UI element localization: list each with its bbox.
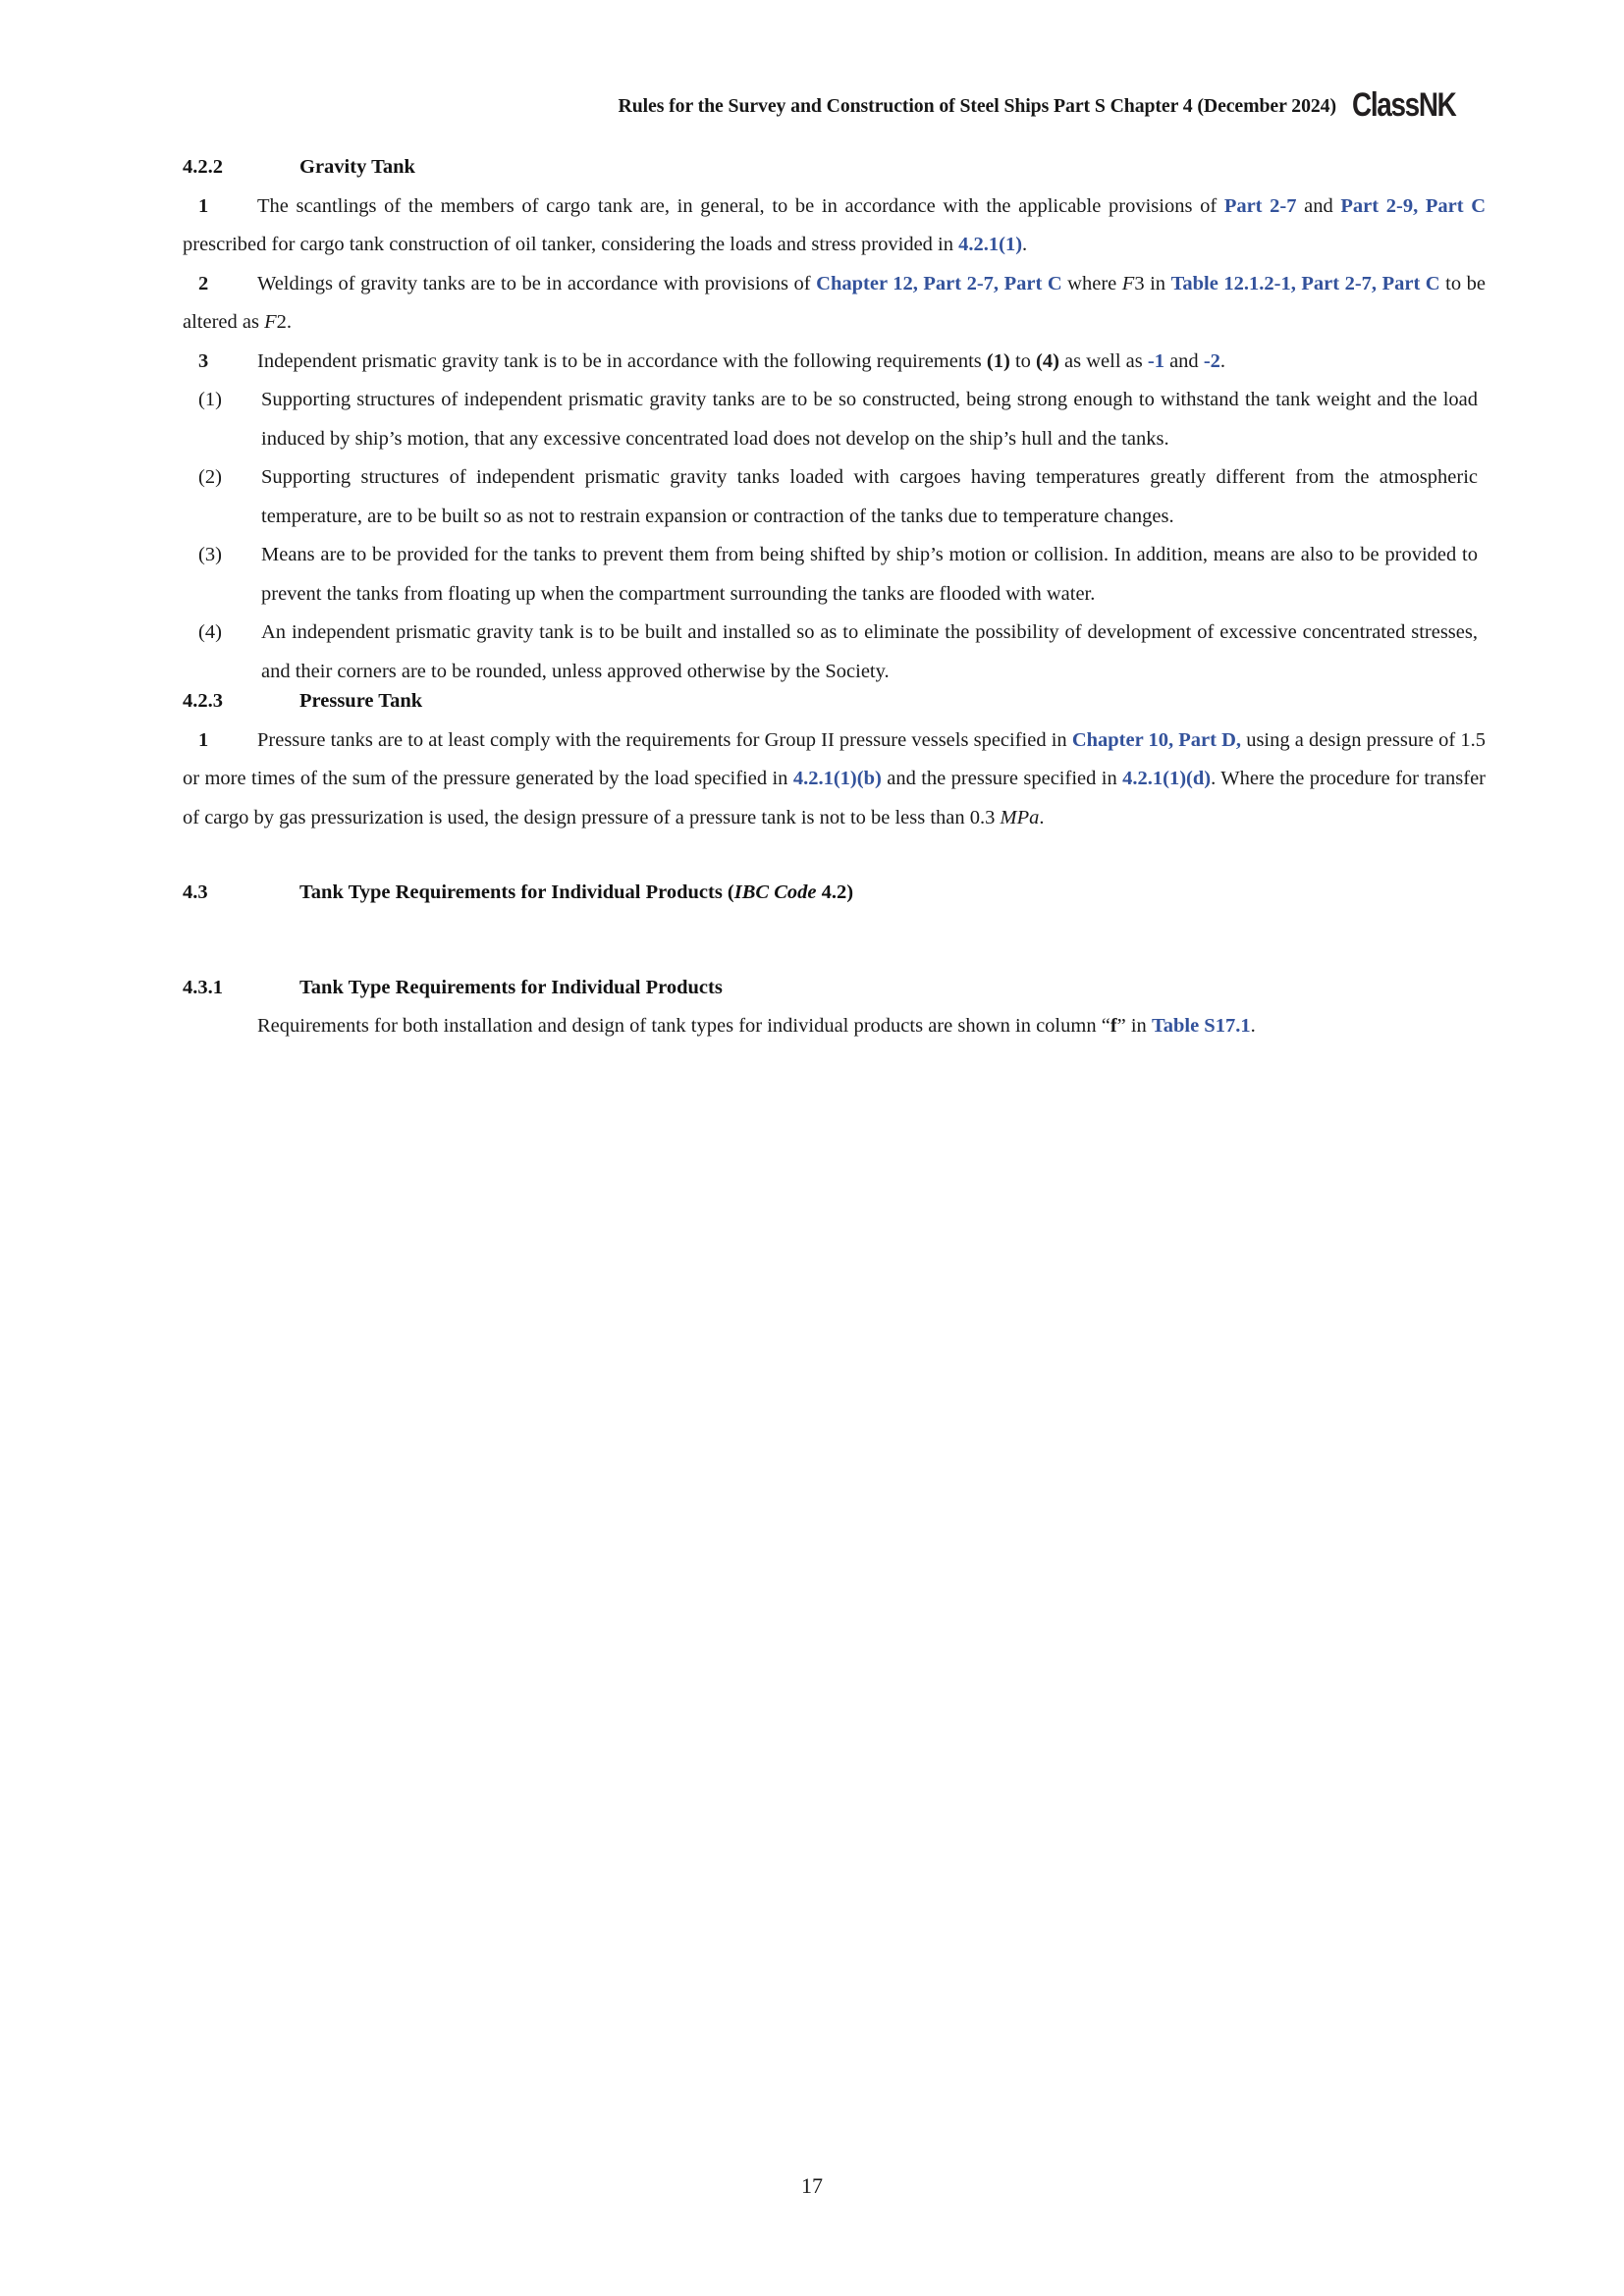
spacer	[183, 903, 1486, 948]
text-run: .	[1039, 806, 1045, 828]
list-item-text: Means are to be provided for the tanks to prevent them from being shifted by ship’s motion or collision. In addition, means are also to be provided to prevent the tanks from floating up when the compartment surrounding the tanks are flooded with water.	[261, 544, 1478, 605]
text-run: . Where the procedure for transfer of cargo by gas pressurization is used, the design pressure of a pressure tank is not to be less than 0.3	[183, 768, 1486, 828]
text-run: ” in	[1116, 1015, 1152, 1037]
item-ref-1: (1)	[986, 349, 1010, 372]
list-item-marker: (1)	[198, 389, 222, 410]
spacer	[183, 712, 1486, 721]
heading-4-3-title-part-b: 4.2)	[816, 881, 854, 903]
symbol-f: F	[1121, 272, 1135, 294]
paragraph-4-2-3-1	[183, 721, 1486, 838]
text-run: Pressure tanks are to at least comply with the requirements for Group II pressure vessels specified in	[257, 728, 1072, 751]
text-run: Requirements for both installation and design of tank types for individual products are shown in column “	[257, 1015, 1110, 1037]
text-run: .	[1250, 1015, 1256, 1037]
classnk-logo: ClassNK	[1352, 85, 1456, 125]
text-run: to be altered as	[183, 272, 1486, 333]
heading-4-2-3-title: Pressure Tank	[299, 690, 423, 712]
list-item-text: Supporting structures of independent prismatic gravity tanks loaded with cargoes having temperatures greatly different from the atmospheric temperature, are to be built so as not to restrain expansion or contraction of the tanks due to temperature changes.	[261, 466, 1478, 527]
paragraph-4-2-2-2	[183, 265, 1486, 343]
text-run: as well as	[1058, 349, 1148, 372]
heading-4-2-2-title: Gravity Tank	[299, 156, 415, 178]
heading-4-2-2-number: 4.2.2	[183, 156, 223, 178]
unit-mpa: MPa	[1000, 806, 1040, 828]
link-minus-1[interactable]: -1	[1147, 349, 1164, 372]
list-item	[183, 614, 1478, 691]
text-run: where	[1061, 272, 1122, 294]
text-run: and	[1296, 194, 1341, 217]
page-number: 17	[801, 2173, 823, 2198]
item-ref-4: (4)	[1036, 349, 1059, 372]
text-run: to	[1009, 349, 1037, 372]
paragraph-number: 1	[198, 194, 209, 217]
heading-4-2-2	[183, 157, 1486, 178]
paragraph-number: 1	[198, 728, 209, 751]
page-header	[0, 84, 1624, 124]
link-4-2-1-1[interactable]: 4.2.1(1)	[958, 234, 1023, 255]
link-minus-2[interactable]: -2	[1203, 349, 1220, 372]
link-chapter-10-part-d[interactable]: Chapter 10, Part D,	[1071, 728, 1242, 751]
heading-4-3-1-number: 4.3.1	[183, 976, 223, 998]
paragraph-4-3-1	[183, 1007, 1486, 1046]
link-chapter-12-part-2-7-part-c[interactable]: Chapter 12, Part 2-7, Part C	[816, 272, 1062, 294]
header-title: Rules for the Survey and Construction of Steel Ships Part S Chapter 4 (December 2024)	[618, 95, 1337, 117]
heading-4-2-3	[183, 691, 1486, 712]
heading-4-3-1	[183, 978, 1486, 998]
column-label-f: f	[1110, 1015, 1117, 1037]
list-item	[183, 458, 1478, 536]
link-table-12-1-2-1-part-2-7-part-c[interactable]: Table 12.1.2-1, Part 2-7, Part C	[1170, 272, 1440, 294]
link-part-2-9-part-c[interactable]: Part 2-9, Part C	[1340, 194, 1487, 217]
text-run: and the pressure specified in	[881, 768, 1123, 789]
list-item-marker: (4)	[198, 621, 222, 643]
heading-4-2-3-number: 4.2.3	[183, 690, 223, 712]
spacer	[183, 178, 1486, 187]
list-item	[183, 381, 1478, 458]
link-4-2-1-1-d[interactable]: 4.2.1(1)(d)	[1122, 768, 1212, 789]
text-run: .	[1022, 234, 1028, 255]
list-item-marker: (3)	[198, 544, 222, 565]
paragraph-4-2-2-1	[183, 187, 1486, 265]
heading-4-3-ibc-code: IBC Code	[733, 881, 817, 903]
text-run: Independent prismatic gravity tank is to be in accordance with the following requirements	[257, 349, 987, 372]
text-run: using a design pressure of 1.5 or more times of the sum of the pressure generated by the load specified in	[183, 728, 1486, 789]
symbol-f: F	[264, 311, 277, 333]
link-table-s17-1[interactable]: Table S17.1	[1151, 1015, 1251, 1037]
paragraph-4-2-2-3	[183, 343, 1486, 382]
heading-4-3-1-title: Tank Type Requirements for Individual Products	[299, 976, 723, 998]
text-run: 3 in	[1134, 272, 1171, 294]
text-run: Weldings of gravity tanks are to be in accordance with provisions of	[257, 272, 817, 294]
list-item-marker: (2)	[198, 466, 222, 488]
link-part-2-7[interactable]: Part 2-7	[1223, 194, 1297, 217]
link-4-2-1-1-b[interactable]: 4.2.1(1)(b)	[792, 768, 882, 789]
page-footer	[0, 2175, 1624, 2197]
heading-4-3-number: 4.3	[183, 881, 208, 903]
spacer	[183, 837, 1486, 882]
text-run: .	[1219, 349, 1226, 372]
list-item	[183, 536, 1478, 614]
heading-4-3-title-part-a: Tank Type Requirements for Individual Products (	[299, 881, 734, 903]
spacer	[183, 948, 1486, 978]
text-run: prescribed for cargo tank construction of oil tanker, considering the loads and stress provided in	[183, 234, 959, 255]
heading-4-3-title	[299, 882, 853, 903]
spacer	[183, 997, 1486, 1007]
text-run: and	[1164, 349, 1204, 372]
text-run: The scantlings of the members of cargo tank are, in general, to be in accordance with the applicable provisions of	[257, 194, 1224, 217]
list-item-text: An independent prismatic gravity tank is to be built and installed so as to eliminate the possibility of development of excessive concentrated stresses, and their corners are to be rounded, unless approved otherwise by the Society.	[261, 621, 1478, 682]
document-body	[183, 157, 1486, 1046]
paragraph-number: 2	[198, 272, 209, 294]
heading-4-3	[183, 882, 1486, 903]
text-run: 2.	[276, 311, 292, 333]
list-item-text: Supporting structures of independent prismatic gravity tanks are to be so constructed, being strong enough to withstand the tank weight and the load induced by ship’s motion, that any excessive concentrated load does not develop on the ship’s hull and the tanks.	[261, 389, 1478, 450]
paragraph-number: 3	[198, 349, 209, 372]
